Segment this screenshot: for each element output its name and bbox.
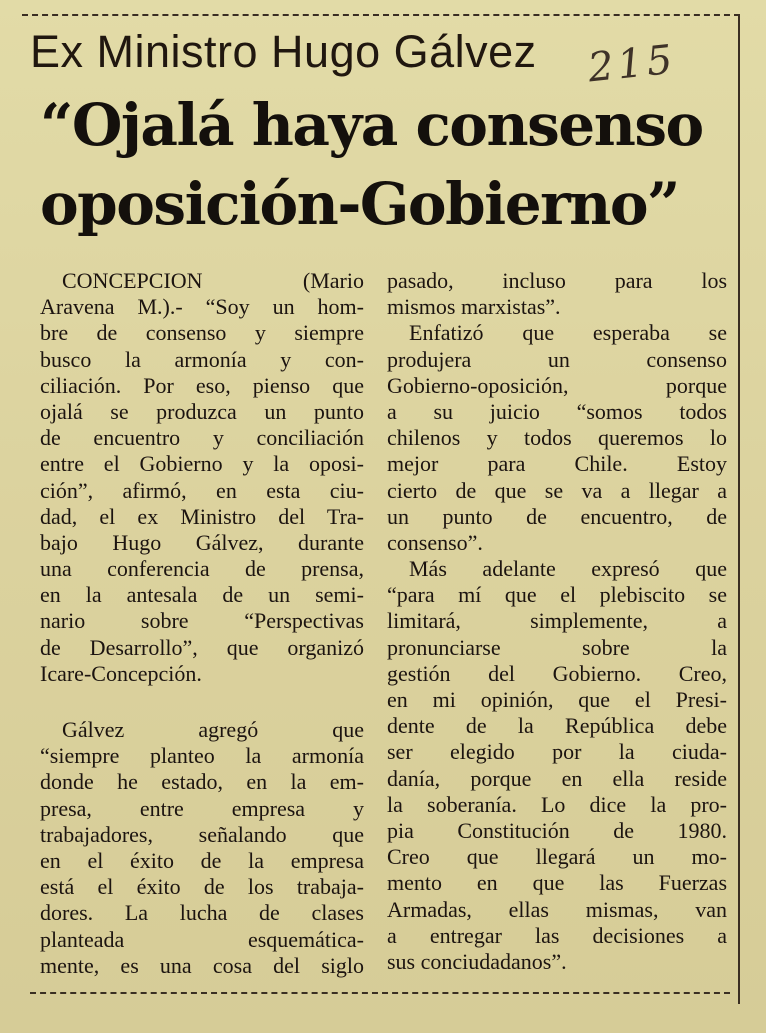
text-line: Gálvez agregó que [62,717,364,742]
handwritten-page-number: 215 [585,36,679,92]
text-line: un punto de encuentro, de [387,503,727,529]
text-line: consenso”. [387,529,483,555]
text-line: trabajadores, señalando que [40,821,364,847]
text-line: sus conciudadanos”. [387,948,567,974]
paragraph [387,320,727,556]
text-line: CONCEPCION (Mario [62,268,364,293]
text-line: mejor para Chile. Estoy [387,451,727,477]
text-line: ser elegido por la ciuda- [387,739,727,765]
text-line: gestión del Gobierno. Creo, [387,660,727,686]
text-line: “siempre planteo la armonía [40,743,364,769]
text-line: mismos marxistas”. [387,294,561,320]
text-line: a entregar las decisiones a [387,922,727,948]
text-line: la soberanía. Lo dice la pro- [387,791,727,817]
text-line: planteada esquemática- [40,926,364,952]
text-line: Más adelante expresó que [409,556,727,582]
text-line: una conferencia de prensa, [40,556,364,582]
text-line: ciliación. Por eso, pienso que [40,372,364,398]
kicker-title: Ex Ministro Hugo Gálvez [30,26,537,77]
text-line: a su juicio “somos todos [387,398,727,424]
text-line: bre de consenso y siempre [40,320,364,346]
text-line: pasado, incluso para los [387,268,727,293]
text-line: chilenos y todos queremos lo [387,425,727,451]
text-line: dores. La lucha de clases [40,900,364,926]
text-line: de encuentro y conciliación [40,425,364,451]
text-line: limitará, simplemente, a [387,608,727,634]
text-line: mento en que las Fuerzas [387,870,727,896]
paragraph [40,268,364,687]
text-line: busco la armonía y con- [40,346,364,372]
text-line: presa, entre empresa y [40,795,364,821]
text-line: pia Constitución de 1980. [387,817,727,843]
text-line: entre el Gobierno y la oposi- [40,451,364,477]
headline-line: oposición-Gobierno” [40,170,679,238]
top-dashed-rule [22,14,740,16]
text-line: Creo que llegará un mo- [387,844,727,870]
text-line: nario sobre “Perspectivas [40,608,364,634]
text-line: Icare-Concepción. [40,660,202,686]
text-line: bajo Hugo Gálvez, durante [40,529,364,555]
text-line: pronunciarse sobre la [387,634,727,660]
text-line: mente, es una cosa del siglo [40,952,364,978]
text-line: Enfatizó que esperaba se [409,320,727,346]
text-line: en el éxito de la empresa [40,847,364,873]
text-line: donde he estado, en la em- [40,769,364,795]
text-line: “para mí que el plebiscito se [387,582,727,608]
text-line: de Desarrollo”, que organizó [40,634,364,660]
text-line: dente de la República debe [387,713,727,739]
bottom-dashed-rule [30,992,730,994]
text-line: en la antesala de un semi- [40,582,364,608]
text-line: danía, porque en ella reside [387,765,727,791]
paragraph [40,717,364,979]
paragraph [387,556,727,975]
headline-line: “Ojalá haya consenso [40,91,703,159]
text-line: ojalá se produzca un punto [40,398,364,424]
text-line: en mi opinión, que el Presi- [387,687,727,712]
text-line: dad, el ex Ministro del Tra- [40,503,364,529]
text-line: Armadas, ellas mismas, van [387,896,727,922]
article-column-left [40,268,364,979]
paragraph-gap [40,687,364,717]
text-line: cierto de que se va a llegar a [387,477,727,503]
text-line: Aravena M.).- “Soy un hom- [40,294,364,320]
text-line: Gobierno-oposición, porque [387,372,727,398]
text-line: está el éxito de los trabaja- [40,874,364,900]
text-line: ción”, afirmó, en esta ciu- [40,477,364,503]
headline [40,86,740,244]
paragraph [387,268,727,320]
article-column-right [387,268,727,975]
text-line: produjera un consenso [387,346,727,372]
